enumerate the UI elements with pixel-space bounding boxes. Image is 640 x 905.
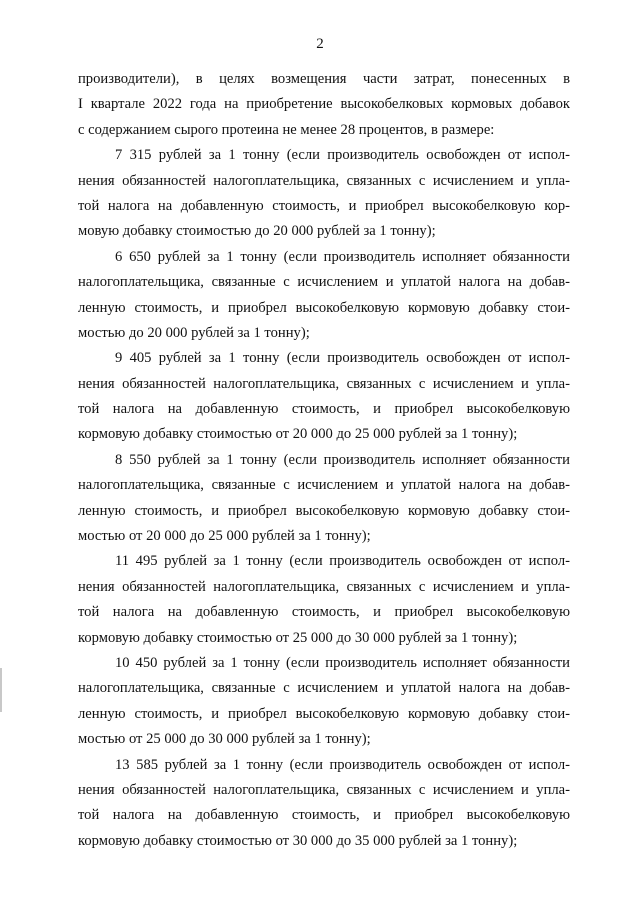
paragraph: [78, 651, 570, 753]
text-line: 10 450 рублей за 1 тонну (если производитель исполняет обязанности: [115, 654, 570, 671]
text-line: ленную стоимость, и приобрел высокобелковую кормовую добавку стои-: [78, 502, 570, 519]
text-line: с содержанием сырого протеина не менее 28 процентов, в размере:: [78, 121, 495, 138]
paragraph: [78, 67, 570, 143]
text-line: 8 550 рублей за 1 тонну (если производитель исполняет обязанности: [115, 451, 570, 468]
text-line: ленную стоимость, и приобрел высокобелковую кормовую добавку стои-: [78, 299, 570, 316]
text-line: налогоплательщика, связанные с исчислением и уплатой налога на добав-: [78, 477, 570, 494]
text-line: 7 315 рублей за 1 тонну (если производитель освобожден от испол-: [115, 147, 570, 164]
text-line: той налога на добавленную стоимость, и приобрел высокобелковую кор-: [78, 197, 570, 214]
text-line: мовую добавку стоимостью до 20 000 рублей за 1 тонну);: [78, 223, 436, 240]
paragraph: [78, 346, 570, 448]
text-line: 11 495 рублей за 1 тонну (если производитель освобожден от испол-: [115, 553, 570, 570]
text-line: мостью до 20 000 рублей за 1 тонну);: [78, 324, 310, 341]
text-line: нения обязанностей налогоплательщика, связанных с исчислением и упла-: [78, 375, 570, 392]
text-line: кормовую добавку стоимостью от 30 000 до 35 000 рублей за 1 тонну);: [78, 832, 518, 849]
page-number: 2: [316, 36, 324, 52]
paragraph: [78, 143, 570, 245]
text-line: 6 650 рублей за 1 тонну (если производитель исполняет обязанности: [115, 248, 570, 265]
text-line: налогоплательщика, связанные с исчислением и уплатой налога на добав-: [78, 680, 570, 697]
text-line: налогоплательщика, связанные с исчислением и уплатой налога на добав-: [78, 274, 570, 291]
text-line: I квартале 2022 года на приобретение высокобелковых кормовых добавок: [78, 96, 570, 113]
paragraph: [78, 245, 570, 347]
text-line: той налога на добавленную стоимость, и приобрел высокобелковую: [78, 604, 570, 621]
text-line: той налога на добавленную стоимость, и приобрел высокобелковую: [78, 401, 570, 418]
text-line: нения обязанностей налогоплательщика, связанных с исчислением и упла-: [78, 781, 570, 798]
document-body: [78, 67, 570, 854]
text-line: кормовую добавку стоимостью от 25 000 до 30 000 рублей за 1 тонну);: [78, 629, 518, 646]
paragraph: [78, 549, 570, 651]
text-line: ленную стоимость, и приобрел высокобелковую кормовую добавку стои-: [78, 705, 570, 722]
text-line: нения обязанностей налогоплательщика, связанных с исчислением и упла-: [78, 578, 570, 595]
text-line: мостью от 20 000 до 25 000 рублей за 1 тонну);: [78, 528, 371, 545]
text-line: той налога на добавленную стоимость, и приобрел высокобелковую: [78, 807, 570, 824]
paragraph: [78, 448, 570, 550]
text-line: 9 405 рублей за 1 тонну (если производитель освобожден от испол-: [115, 350, 570, 367]
text-line: мостью от 25 000 до 30 000 рублей за 1 тонну);: [78, 731, 371, 748]
text-line: производители), в целях возмещения части затрат, понесенных в: [78, 71, 570, 87]
text-line: кормовую добавку стоимостью от 20 000 до 25 000 рублей за 1 тонну);: [78, 426, 518, 443]
text-line: 13 585 рублей за 1 тонну (если производитель освобожден от испол-: [115, 756, 570, 773]
text-line: нения обязанностей налогоплательщика, связанных с исчислением и упла-: [78, 172, 570, 189]
scan-margin-mark: [0, 668, 2, 712]
paragraph: [78, 753, 570, 855]
